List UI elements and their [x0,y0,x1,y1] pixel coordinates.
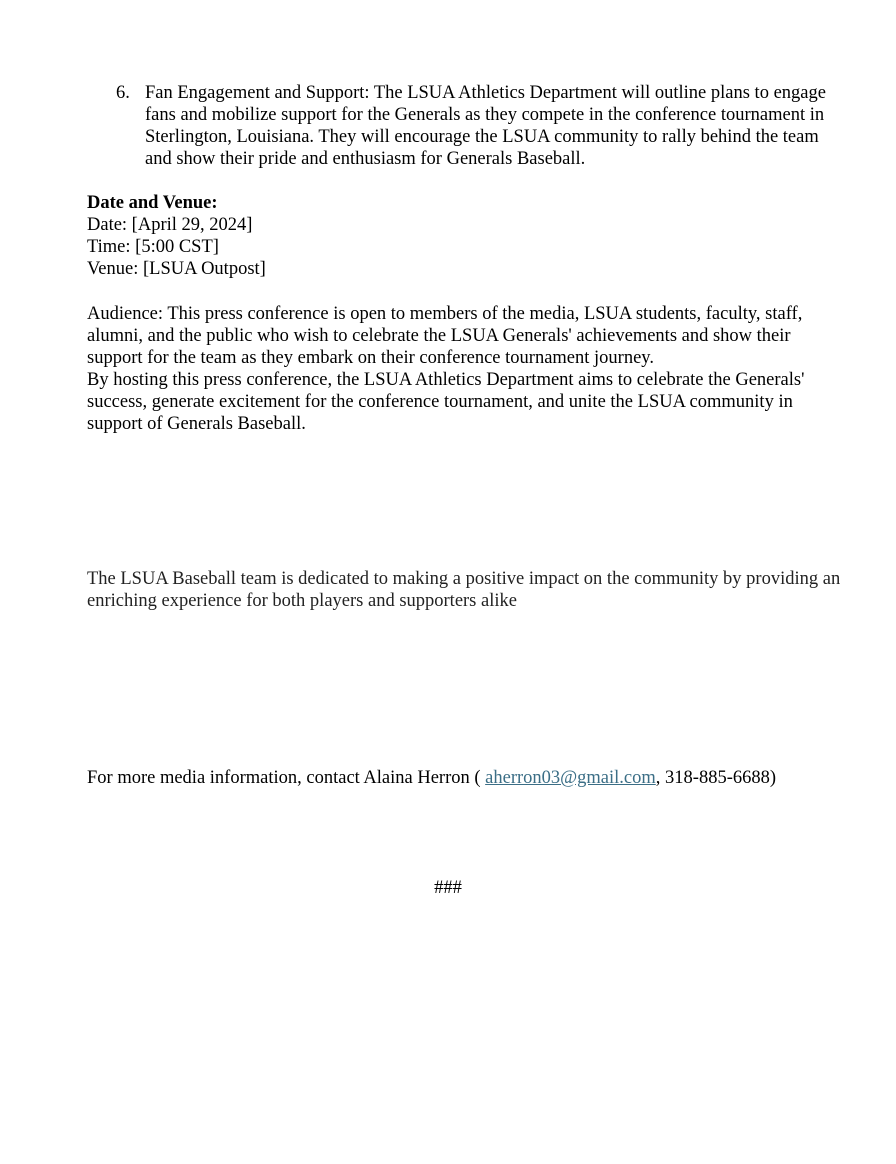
audience-paragraph: Audience: This press conference is open to members of the media, LSUA students, faculty, staff, alumni, and the public who wish to celebrate the LSUA Generals' achievements and show their support for the team as they embark on their conference tournament journey. [87,304,803,368]
contact-line [87,767,847,789]
contact-paragraph [87,767,847,789]
purpose-paragraph: By hosting this press conference, the LSUA Athletics Department aims to celebrate the Generals' success, generate excitement for the conference tournament, and unite the LSUA community in support of Generals Baseball. [87,370,805,434]
date-venue-heading: Date and Venue: [87,193,218,213]
event-venue: Venue: [LSUA Outpost] [87,259,266,279]
audience-section [87,303,847,435]
event-time: Time: [5:00 CST] [87,237,219,257]
list-item-text: Fan Engagement and Support: The LSUA Athletics Department will outline plans to engage fans and mobilize support for the Generals as they compete in the conference tournament in Sterlington, Louisiana. They will encourage the LSUA community to rally behind the team and show their pride and enthusiasm for Generals Baseball. [145,83,826,169]
date-venue-section [87,192,847,280]
contact-suffix: , 318-885-6688) [655,768,777,788]
closing-text: The LSUA Baseball team is dedicated to making a positive impact on the community by providing an enriching experience for both players and supporters alike [87,569,841,611]
end-of-release-mark: ### [434,878,462,898]
list-item-fan-engagement [116,82,836,170]
list-item-number: 6. [116,83,130,103]
event-date: Date: [April 29, 2024] [87,215,253,235]
contact-prefix: For more media information, contact Alaina Herron ( [87,768,486,788]
closing-statement [87,568,847,612]
email-link[interactable]: aherron03@gmail.com [485,768,656,788]
